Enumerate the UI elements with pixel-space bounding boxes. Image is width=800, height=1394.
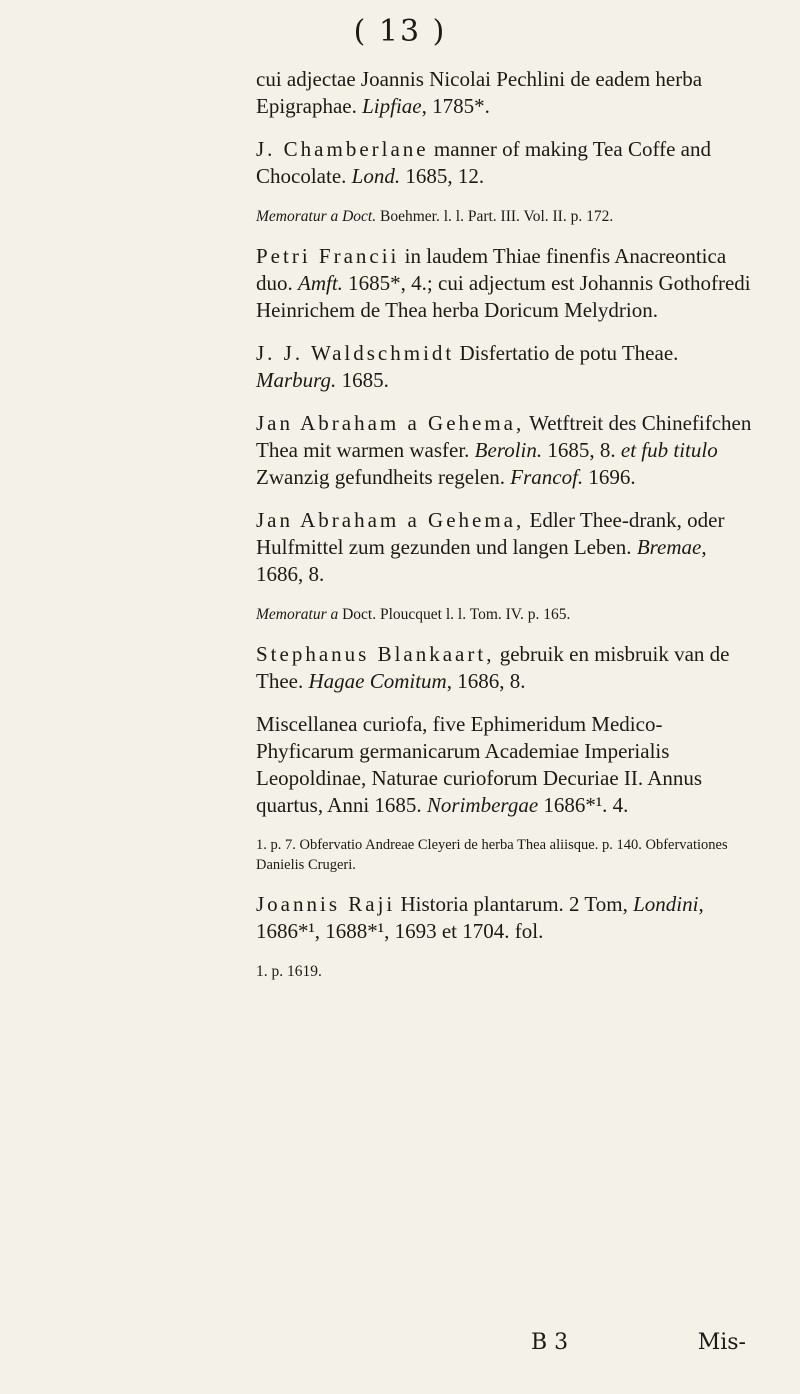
- italic-text: Memoratur a: [256, 606, 339, 623]
- entry-text: Boehmer. l. l. Part. III. Vol. II. p. 172.: [376, 208, 614, 225]
- page-number: ( 13 ): [353, 14, 447, 49]
- italic-text: Berolin.: [474, 438, 543, 462]
- italic-text: Marburg.: [256, 368, 337, 392]
- signature-mark: B 3: [531, 1330, 569, 1355]
- entry-text: Doct. Ploucquet l. l. Tom. IV. p. 165.: [338, 606, 571, 623]
- bibliography-note: [256, 961, 756, 982]
- italic-text: Lond.: [351, 164, 401, 188]
- entry-text: 1685, 8.: [542, 438, 621, 462]
- author-name: Jan Abraham a Gehema,: [256, 508, 525, 532]
- italic-text: Amft.: [298, 271, 343, 295]
- italic-text: Memoratur a Doct.: [256, 208, 377, 225]
- bibliography-entry: [256, 243, 756, 324]
- bibliography-entry: [256, 136, 756, 190]
- entry-text: Miscellanea curiofa, five Ephimeridum Medico-Phyficarum germanicarum Academiae Imperialis Leopoldinae, Naturae curioforum Decuriae II. Annus quartus, Anni 1685.: [256, 712, 703, 817]
- entry-text: cui adjectae Joannis Nicolai Pechlini de eadem herba Epigraphae.: [256, 67, 703, 118]
- page-body: [256, 66, 756, 998]
- bibliography-note: [256, 835, 756, 875]
- author-name: Stephanus Blankaart,: [256, 642, 495, 666]
- entry-text: Edler Thee-drank, oder Hulfmittel zum gezunden und langen Leben.: [256, 508, 725, 559]
- italic-text: Londini: [633, 892, 699, 916]
- bibliography-entry: [256, 410, 756, 491]
- entry-text: Historia plantarum. 2 Tom,: [395, 892, 634, 916]
- italic-text: Lipfiae: [362, 94, 422, 118]
- italic-text: Norimbergae: [426, 793, 539, 817]
- entry-text: , 1686, 8.: [446, 669, 526, 693]
- bibliography-entry: [256, 507, 756, 588]
- entry-text: Zwanzig gefundheits regelen.: [256, 465, 511, 489]
- entry-text: , 1686, 8.: [256, 535, 707, 586]
- bibliography-entry: [256, 641, 756, 695]
- entry-text: 1. p. 1619.: [256, 963, 322, 980]
- author-name: Joannis Raji: [256, 892, 396, 916]
- entry-text: 1685*, 4.; cui adjectum est Johannis Gothofredi Heinrichem de Thea herba Doricum Melydrion.: [256, 271, 751, 322]
- entry-text: , 1686*¹, 1688*¹, 1693 et 1704. fol.: [256, 892, 704, 943]
- bibliography-note: [256, 206, 756, 227]
- entry-text: , 1785*.: [421, 94, 490, 118]
- bibliography-entry: [256, 340, 756, 394]
- bibliography-entry: [256, 711, 756, 819]
- entry-text: in laudem Thiae finenfis Anacreontica duo.: [256, 244, 727, 295]
- italic-text: et fub titulo: [620, 438, 718, 462]
- bibliography-note: [256, 604, 756, 625]
- author-name: J. Chamberlane: [256, 137, 429, 161]
- entry-text: manner of making Tea Coffe and Chocolate.: [256, 137, 711, 188]
- entry-text: 1685.: [336, 368, 389, 392]
- catchword: Mis-: [697, 1330, 746, 1355]
- italic-text: Francof.: [510, 465, 584, 489]
- author-name: Jan Abraham a Gehema,: [256, 411, 525, 435]
- italic-text: Hagae Comitum: [308, 669, 447, 693]
- entry-text: 1686*¹. 4.: [538, 793, 629, 817]
- author-name: J. J. Waldschmidt: [256, 341, 455, 365]
- bibliography-entry: [256, 891, 756, 945]
- entry-text: gebruik en misbruik van de Thee.: [256, 642, 730, 693]
- italic-text: Bremae: [636, 535, 702, 559]
- bibliography-entry: [256, 66, 756, 120]
- entry-text: 1. p. 7. Obfervatio Andreae Cleyeri de herba Thea aliisque. p. 140. Obfervationes Danielis Crugeri.: [256, 837, 728, 873]
- author-name: Petri Francii: [256, 244, 400, 268]
- entry-text: 1696.: [583, 465, 636, 489]
- entry-text: 1685, 12.: [400, 164, 485, 188]
- entry-text: Disfertatio de potu Theae.: [454, 341, 679, 365]
- entry-text: Wetftreit des Chinefifchen Thea mit warmen wasfer.: [256, 411, 752, 462]
